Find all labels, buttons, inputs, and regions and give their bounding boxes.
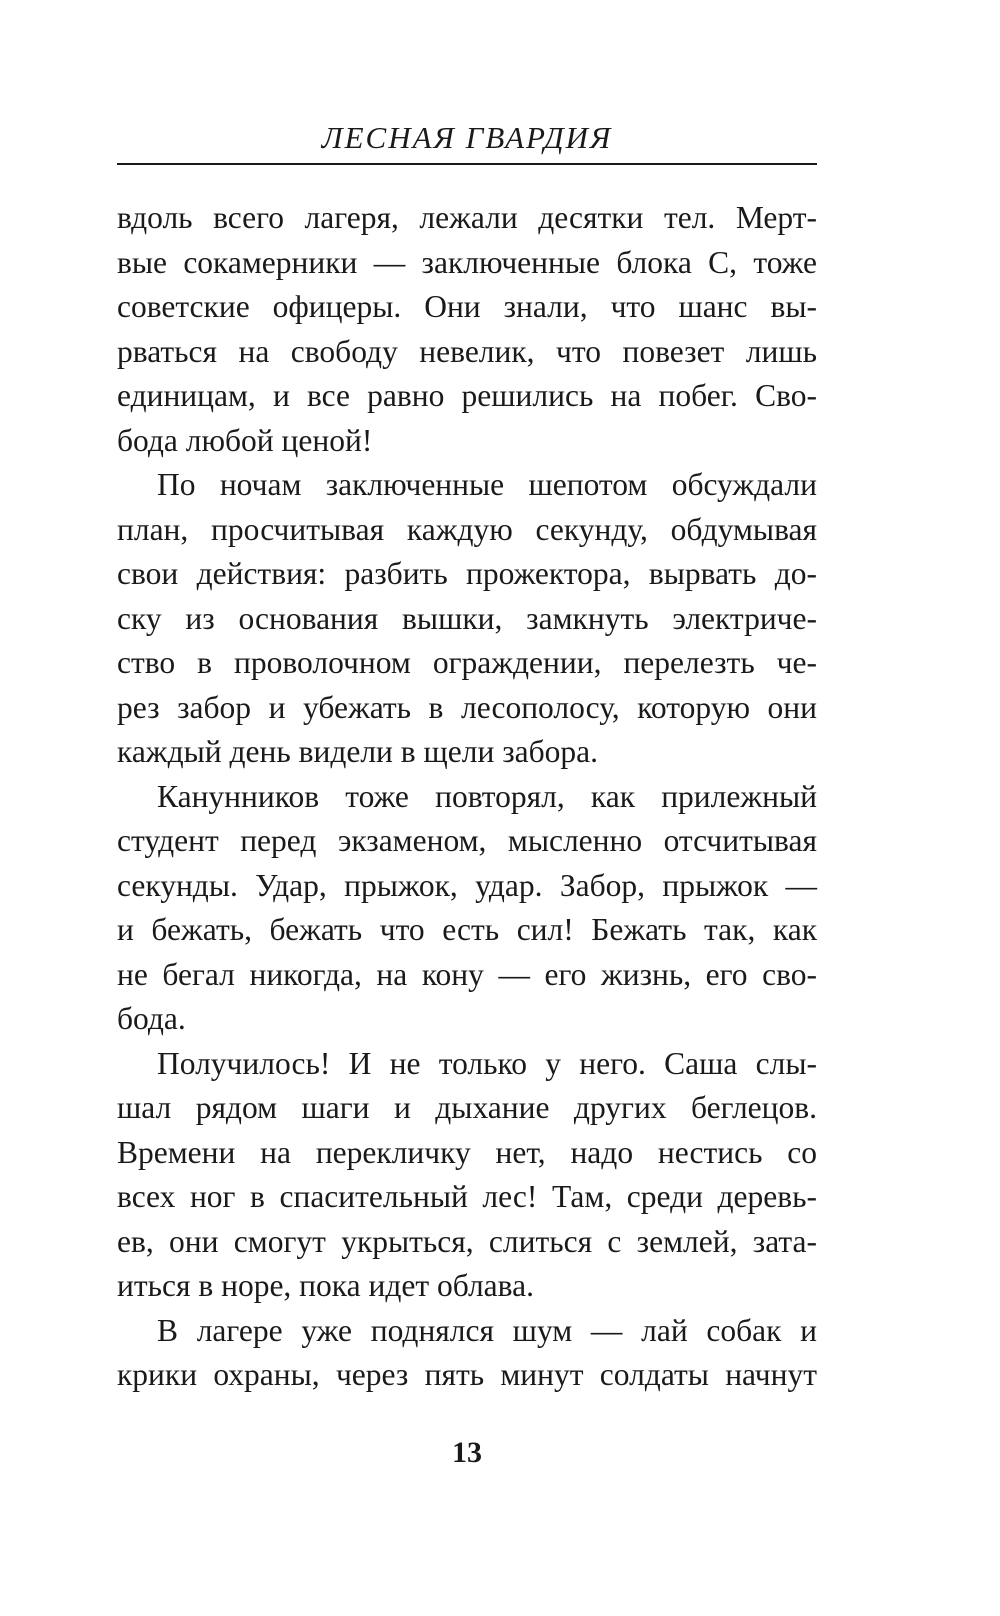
header-divider [117, 163, 817, 165]
text-line: и бежать, бежать что есть сил! Бежать так, как [117, 912, 817, 947]
text-line: В лагере уже поднялся шум — лай собак и [157, 1312, 817, 1348]
text-line: шал рядом шаги и дыхание других беглецов. [117, 1090, 817, 1125]
text-line: ев, они смогут укрыться, слиться с землей, зата- [117, 1223, 817, 1259]
text-line: вые сокамерники — заключенные блока С, тоже [117, 244, 817, 280]
text-line: вдоль всего лагеря, лежали десятки тел. Мерт- [117, 200, 817, 235]
text-line: студент перед экзаменом, мысленно отсчитывая [117, 823, 817, 858]
text-line: ску из основания вышки, замкнуть электриче- [117, 600, 817, 636]
text-line: советские офицеры. Они знали, что шанс вы- [117, 289, 817, 324]
text-line: не бегал никогда, на кону — его жизнь, его сво- [117, 956, 817, 992]
text-line: бода. [117, 1001, 186, 1036]
text-line: рваться на свободу невелик, что повезет лишь [117, 333, 817, 369]
text-line: каждый день видели в щели забора. [117, 734, 599, 769]
text-line: единицам, и все равно решились на побег. Сво- [117, 378, 817, 413]
text-line: Времени на перекличку нет, надо нестись со [117, 1134, 817, 1170]
text-line: Канунников тоже повторял, как прилежный [157, 778, 817, 814]
text-line: Получилось! И не только у него. Саша слы- [157, 1045, 817, 1081]
text-line: всех ног в спасительный лес! Там, среди деревь- [117, 1179, 817, 1214]
text-line: план, просчитывая каждую секунду, обдумывая [117, 511, 817, 547]
running-header-title: ЛЕСНАЯ ГВАРДИЯ [321, 120, 613, 155]
page-number: 13 [452, 1436, 482, 1469]
text-line: свои действия: разбить прожектора, вырвать до- [117, 556, 817, 591]
text-line: секунды. Удар, прыжок, удар. Забор, прыжок — [117, 867, 817, 903]
text-line: По ночам заключенные шепотом обсуждали [157, 467, 817, 502]
text-line: иться в норе, пока идет облава. [117, 1268, 534, 1303]
text-line: бода любой ценой! [117, 422, 373, 458]
text-line: рез забор и убежать в лесополосу, которую они [117, 689, 817, 725]
text-line: крики охраны, через пять минут солдаты начнут [117, 1357, 817, 1392]
text-line: ство в проволочном ограждении, перелезть че- [117, 645, 817, 680]
body-text [117, 196, 817, 1398]
